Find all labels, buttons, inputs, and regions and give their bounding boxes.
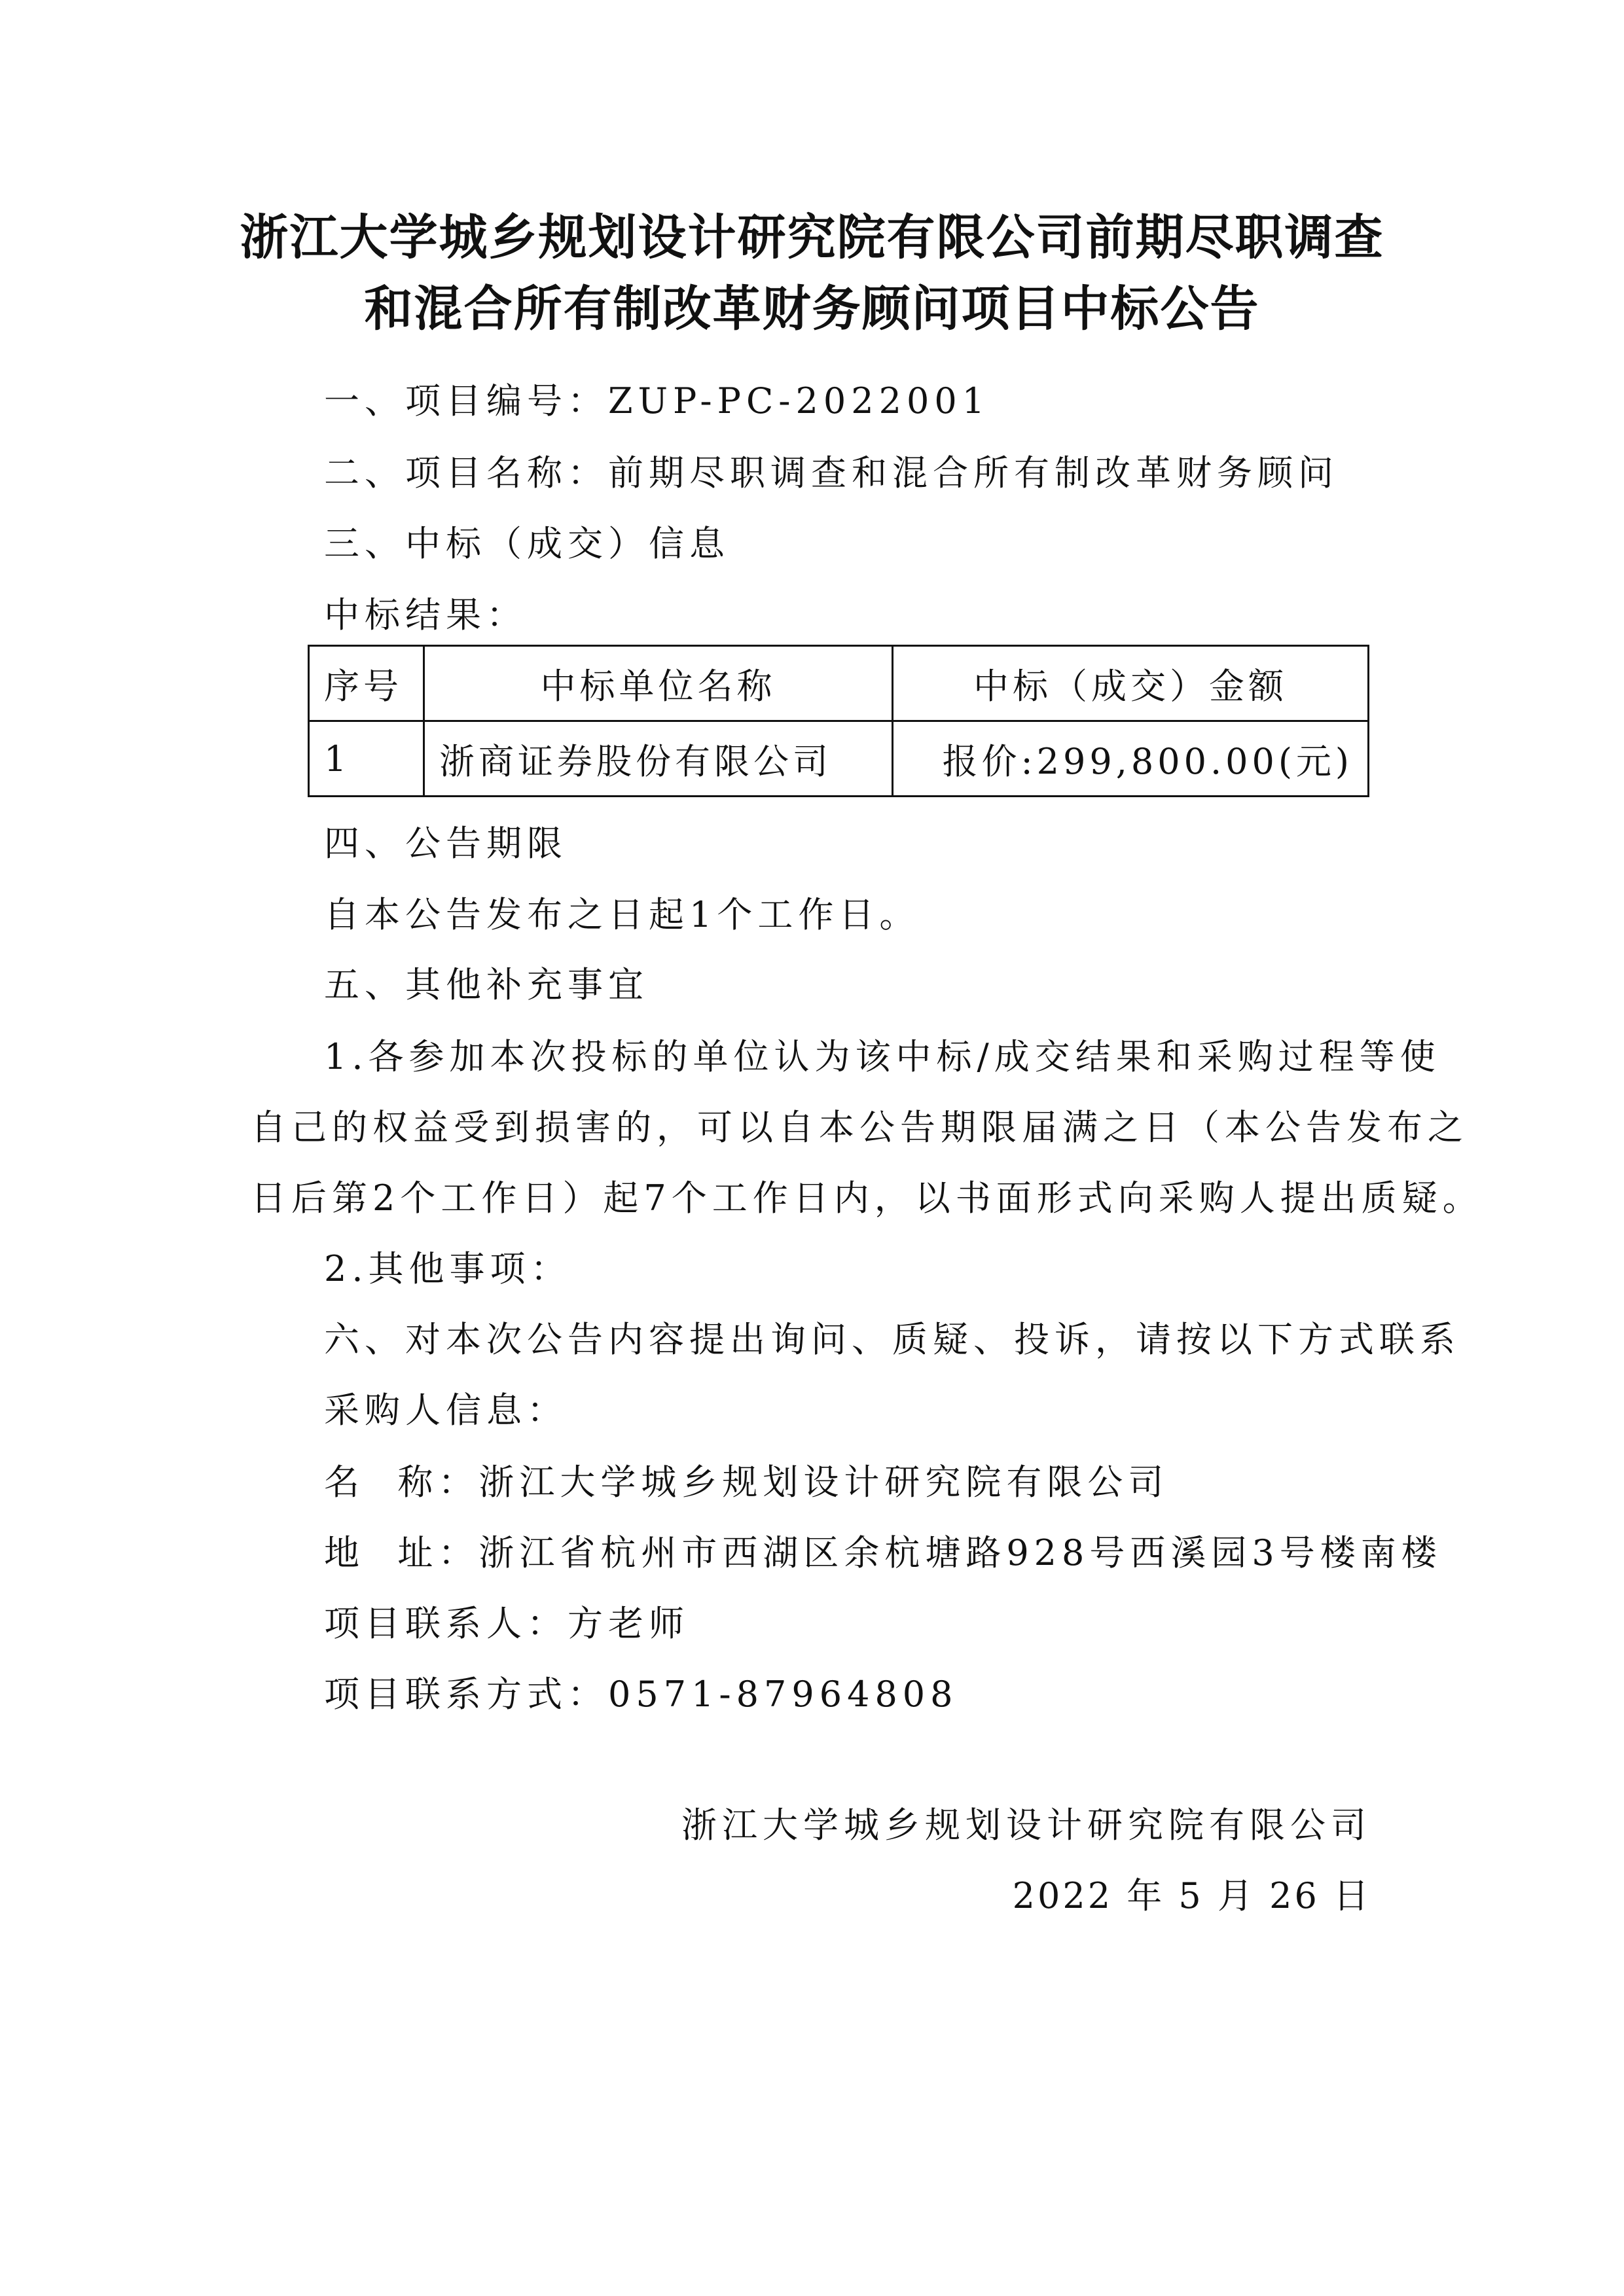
notice-period-text: 自本公告发布之日起1个工作日。	[324, 894, 920, 935]
contact-person: 项目联系人：方老师	[324, 1603, 689, 1644]
notice-period-heading: 四、公告期限	[324, 823, 568, 864]
table-cell-amount: 报价:299,800.00(元)	[893, 721, 1369, 797]
project-name: 二、项目名称：前期尽职调查和混合所有制改革财务顾问	[324, 452, 1339, 493]
table-cell-company: 浙商证券股份有限公司	[424, 721, 893, 797]
table-cell-index: 1	[309, 721, 424, 797]
other-matters-heading: 五、其他补充事宜	[324, 964, 649, 1005]
purchaser-info-label: 采购人信息：	[324, 1390, 568, 1431]
award-result-table	[308, 645, 1369, 797]
table-row	[309, 721, 1369, 797]
item-1-line-3: 日后第2个工作日）起7个工作日内，以书面形式向采购人提出质疑。	[251, 1177, 1483, 1219]
table-header-amount: 中标（成交）金额	[893, 646, 1369, 721]
item-1-line-2: 自己的权益受到损害的，可以自本公告期限届满之日（本公告发布之	[251, 1107, 1468, 1148]
award-info-heading: 三、中标（成交）信息	[324, 523, 730, 564]
contact-heading: 六、对本次公告内容提出询问、质疑、投诉，请按以下方式联系	[324, 1319, 1460, 1360]
table-header-row	[309, 646, 1369, 721]
table-header-index: 序号	[309, 646, 424, 721]
item-2: 2.其他事项：	[324, 1248, 571, 1289]
purchaser-name: 名 称：浙江大学城乡规划设计研究院有限公司	[324, 1462, 1169, 1503]
table-header-company: 中标单位名称	[424, 646, 893, 721]
purchaser-address: 地 址：浙江省杭州市西湖区余杭塘路928号西溪园3号楼南楼	[324, 1532, 1442, 1573]
notice-title-line-1: 浙江大学城乡规划设计研究院有限公司前期尽职调查	[240, 209, 1384, 266]
notice-title-line-2: 和混合所有制改革财务顾问项目中标公告	[364, 281, 1260, 337]
contact-phone: 项目联系方式：0571-87964808	[324, 1674, 958, 1715]
signature-date: 2022 年 5 月 26 日	[1012, 1875, 1371, 1916]
result-label: 中标结果：	[324, 594, 527, 636]
item-1-line-1: 1.各参加本次投标的单位认为该中标/成交结果和采购过程等使	[324, 1036, 1441, 1077]
project-number: 一、项目编号：ZUP-PC-2022001	[324, 380, 990, 422]
signature-organization: 浙江大学城乡规划设计研究院有限公司	[681, 1804, 1371, 1846]
